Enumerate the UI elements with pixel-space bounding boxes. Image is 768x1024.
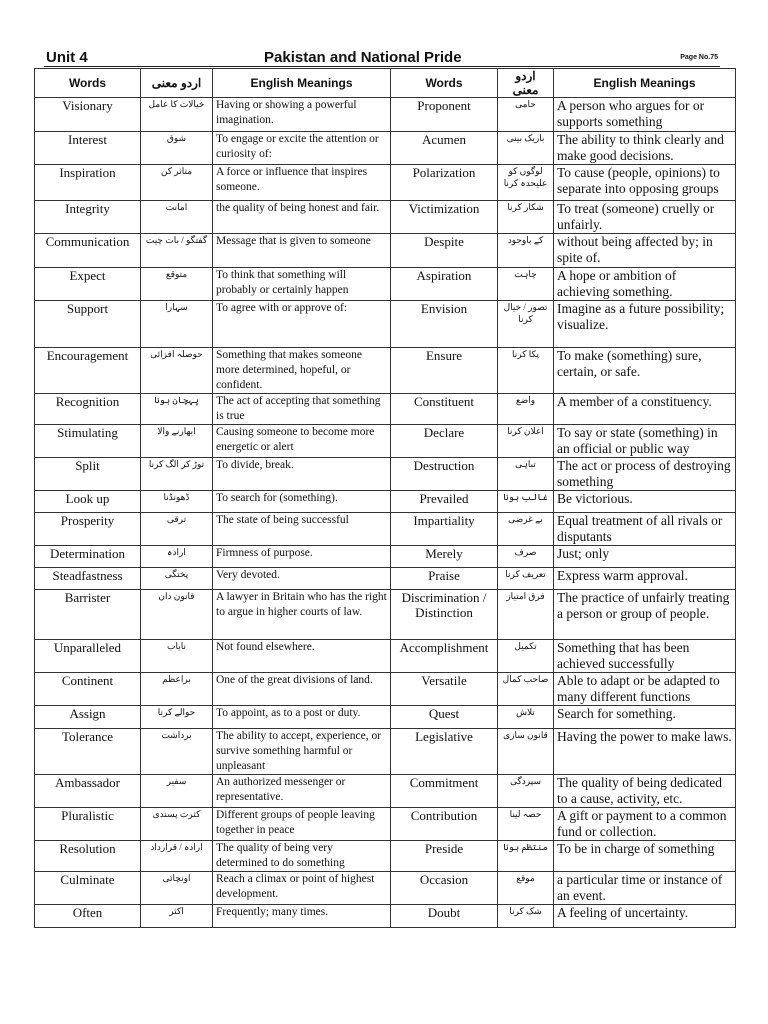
table-row [35, 165, 736, 201]
meaning-right: To be in charge of something [554, 841, 736, 872]
meaning-right: A hope or ambition of achieving something. [554, 268, 736, 301]
word-left: Support [35, 301, 141, 348]
urdu-right: پکا کرنا [498, 348, 554, 394]
urdu-left: حوالے کرنا [141, 706, 213, 729]
column-header: اردو معنی [498, 69, 554, 98]
meaning-left: The quality of being very determined to do something [213, 841, 391, 872]
word-left: Inspiration [35, 165, 141, 201]
unit-label: Unit 4 [46, 49, 88, 66]
word-left: Look up [35, 491, 141, 513]
urdu-left: متاثر کن [141, 165, 213, 201]
table-row [35, 706, 736, 729]
table-row [35, 348, 736, 394]
urdu-right: تکمیل [498, 640, 554, 673]
urdu-right: چاہت [498, 268, 554, 301]
word-right: Constituent [391, 394, 498, 425]
word-right: Occasion [391, 872, 498, 905]
word-left: Stimulating [35, 425, 141, 458]
table-row [35, 872, 736, 905]
meaning-right: Express warm approval. [554, 568, 736, 590]
word-right: Declare [391, 425, 498, 458]
word-left: Steadfastness [35, 568, 141, 590]
meaning-right: The practice of unfairly treating a person or group of people. [554, 590, 736, 640]
word-left: Split [35, 458, 141, 491]
meaning-right: Be victorious. [554, 491, 736, 513]
word-right: Acumen [391, 132, 498, 165]
urdu-right: شکار کرنا [498, 201, 554, 234]
table-row [35, 234, 736, 268]
word-left: Often [35, 905, 141, 928]
meaning-left: Causing someone to become more energetic or alert [213, 425, 391, 458]
word-right: Ensure [391, 348, 498, 394]
word-right: Accomplishment [391, 640, 498, 673]
meaning-right: Search for something. [554, 706, 736, 729]
meaning-right: A person who argues for or supports something [554, 98, 736, 132]
page-header [44, 48, 720, 68]
urdu-right: کے باوجود [498, 234, 554, 268]
meaning-left: Reach a climax or point of highest development. [213, 872, 391, 905]
meaning-right: A feeling of uncertainty. [554, 905, 736, 928]
meaning-right: without being affected by; in spite of. [554, 234, 736, 268]
urdu-left: ارادہ [141, 546, 213, 568]
word-right: Prevailed [391, 491, 498, 513]
page-number: Page No.75 [680, 54, 718, 61]
meaning-left: Firmness of purpose. [213, 546, 391, 568]
table-row [35, 394, 736, 425]
table-row [35, 201, 736, 234]
table-row [35, 841, 736, 872]
table-row [35, 568, 736, 590]
meaning-left: To divide, break. [213, 458, 391, 491]
urdu-right: حصہ لینا [498, 808, 554, 841]
urdu-left: قانون دان [141, 590, 213, 640]
meaning-left: To appoint, as to a post or duty. [213, 706, 391, 729]
page-title: Pakistan and National Pride [264, 49, 462, 66]
table-row [35, 458, 736, 491]
word-left: Assign [35, 706, 141, 729]
meaning-right: To treat (someone) cruelly or unfairly. [554, 201, 736, 234]
word-right: Preside [391, 841, 498, 872]
urdu-right: تعریف کرنا [498, 568, 554, 590]
meaning-right: To make (something) sure, certain, or safe. [554, 348, 736, 394]
word-left: Prosperity [35, 513, 141, 546]
word-right: Aspiration [391, 268, 498, 301]
table-row [35, 775, 736, 808]
meaning-right: Equal treatment of all rivals or disputants [554, 513, 736, 546]
meaning-left: To engage or excite the attention or curiosity of: [213, 132, 391, 165]
urdu-left: توڑ کر الگ کرنا [141, 458, 213, 491]
urdu-right: شک کرنا [498, 905, 554, 928]
meaning-left: A force or influence that inspires someone. [213, 165, 391, 201]
table-row [35, 268, 736, 301]
column-header: اردو معنی [141, 69, 213, 98]
word-right: Victimization [391, 201, 498, 234]
urdu-left: نایاب [141, 640, 213, 673]
urdu-right: موقع [498, 872, 554, 905]
urdu-right: صاحب کمال [498, 673, 554, 706]
table-row [35, 301, 736, 348]
table-row [35, 546, 736, 568]
word-right: Impartiality [391, 513, 498, 546]
table-row [35, 98, 736, 132]
word-right: Envision [391, 301, 498, 348]
urdu-right: فرق امتیاز [498, 590, 554, 640]
table-row [35, 673, 736, 706]
column-header: English Meanings [554, 69, 736, 98]
urdu-left: ڈھونڈنا [141, 491, 213, 513]
urdu-right: تلاش [498, 706, 554, 729]
meaning-left: To agree with or approve of: [213, 301, 391, 348]
word-left: Ambassador [35, 775, 141, 808]
meaning-right: The ability to think clearly and make good decisions. [554, 132, 736, 165]
word-left: Visionary [35, 98, 141, 132]
meaning-left: the quality of being honest and fair. [213, 201, 391, 234]
meaning-left: Having or showing a powerful imagination. [213, 98, 391, 132]
meaning-left: One of the great divisions of land. [213, 673, 391, 706]
urdu-right: حامی [498, 98, 554, 132]
word-right: Merely [391, 546, 498, 568]
meaning-left: The state of being successful [213, 513, 391, 546]
meaning-right: Just; only [554, 546, 736, 568]
meaning-left: Message that is given to someone [213, 234, 391, 268]
meaning-right: Able to adapt or be adapted to many different functions [554, 673, 736, 706]
urdu-right: سپردگی [498, 775, 554, 808]
urdu-left: ارادہ / قرارداد [141, 841, 213, 872]
urdu-left: متوقع [141, 268, 213, 301]
word-left: Integrity [35, 201, 141, 234]
meaning-left: The act of accepting that something is true [213, 394, 391, 425]
urdu-right: بے غرضی [498, 513, 554, 546]
table-row [35, 425, 736, 458]
column-header: Words [35, 69, 141, 98]
meaning-left: Very devoted. [213, 568, 391, 590]
meaning-right: The quality of being dedicated to a cause, activity, etc. [554, 775, 736, 808]
meaning-right: To say or state (something) in an official or public way [554, 425, 736, 458]
meaning-left: The ability to accept, experience, or survive something harmful or unpleasant [213, 729, 391, 775]
urdu-left: ترقی [141, 513, 213, 546]
urdu-left: شوق [141, 132, 213, 165]
word-left: Culminate [35, 872, 141, 905]
urdu-left: سفیر [141, 775, 213, 808]
meaning-left: An authorized messenger or representative. [213, 775, 391, 808]
urdu-left: خیالات کا عامل [141, 98, 213, 132]
table-row [35, 808, 736, 841]
word-left: Pluralistic [35, 808, 141, 841]
column-header: Words [391, 69, 498, 98]
urdu-left: اونچائی [141, 872, 213, 905]
word-left: Continent [35, 673, 141, 706]
word-left: Expect [35, 268, 141, 301]
word-right: Polarization [391, 165, 498, 201]
word-left: Tolerance [35, 729, 141, 775]
table-row [35, 132, 736, 165]
meaning-right: a particular time or instance of an event. [554, 872, 736, 905]
column-header: English Meanings [213, 69, 391, 98]
word-right: Despite [391, 234, 498, 268]
table-header-row [35, 69, 736, 98]
header-rule [44, 66, 720, 67]
meaning-left: Frequently; many times. [213, 905, 391, 928]
word-left: Recognition [35, 394, 141, 425]
table-row [35, 729, 736, 775]
table-row [35, 513, 736, 546]
word-right: Commitment [391, 775, 498, 808]
urdu-right: منتظم ہونا [498, 841, 554, 872]
word-left: Interest [35, 132, 141, 165]
urdu-right: تصور / خیال کرنا [498, 301, 554, 348]
word-left: Determination [35, 546, 141, 568]
word-right: Destruction [391, 458, 498, 491]
urdu-left: پختگی [141, 568, 213, 590]
meaning-right: Having the power to make laws. [554, 729, 736, 775]
table-row [35, 640, 736, 673]
word-left: Encouragement [35, 348, 141, 394]
vocabulary-table [34, 68, 736, 928]
urdu-right: لوگوں کو علیحدہ کرنا [498, 165, 554, 201]
word-right: Proponent [391, 98, 498, 132]
urdu-left: سہارا [141, 301, 213, 348]
urdu-right: غالب ہونا [498, 491, 554, 513]
table-row [35, 491, 736, 513]
meaning-right: A member of a constituency. [554, 394, 736, 425]
urdu-left: ابھارنے والا [141, 425, 213, 458]
meaning-left: Something that makes someone more determined, hopeful, or confident. [213, 348, 391, 394]
word-right: Legislative [391, 729, 498, 775]
table-row [35, 590, 736, 640]
meaning-left: Different groups of people leaving together in peace [213, 808, 391, 841]
table-row [35, 905, 736, 928]
word-left: Resolution [35, 841, 141, 872]
meaning-left: To search for (something). [213, 491, 391, 513]
word-left: Unparalleled [35, 640, 141, 673]
urdu-left: امانت [141, 201, 213, 234]
word-right: Versatile [391, 673, 498, 706]
word-right: Quest [391, 706, 498, 729]
meaning-right: A gift or payment to a common fund or collection. [554, 808, 736, 841]
urdu-right: قانون سازی [498, 729, 554, 775]
word-right: Discrimination / Distinction [391, 590, 498, 640]
urdu-left: برداشت [141, 729, 213, 775]
meaning-right: To cause (people, opinions) to separate into opposing groups [554, 165, 736, 201]
word-left: Communication [35, 234, 141, 268]
urdu-left: کثرت پسندی [141, 808, 213, 841]
urdu-left: پہچان ہونا [141, 394, 213, 425]
meaning-right: Something that has been achieved successfully [554, 640, 736, 673]
meaning-right: The act or process of destroying something [554, 458, 736, 491]
urdu-left: اکثر [141, 905, 213, 928]
meaning-right: Imagine as a future possibility; visualize. [554, 301, 736, 348]
urdu-left: براعظم [141, 673, 213, 706]
meaning-left: Not found elsewhere. [213, 640, 391, 673]
word-right: Contribution [391, 808, 498, 841]
urdu-right: صرف [498, 546, 554, 568]
urdu-left: گفتگو / بات چیت [141, 234, 213, 268]
urdu-left: حوصلہ افزائی [141, 348, 213, 394]
urdu-right: باریک بینی [498, 132, 554, 165]
word-right: Doubt [391, 905, 498, 928]
urdu-right: واضع [498, 394, 554, 425]
word-right: Praise [391, 568, 498, 590]
meaning-left: To think that something will probably or certainly happen [213, 268, 391, 301]
meaning-left: A lawyer in Britain who has the right to argue in higher courts of law. [213, 590, 391, 640]
word-left: Barrister [35, 590, 141, 640]
urdu-right: اعلان کرنا [498, 425, 554, 458]
urdu-right: تباہی [498, 458, 554, 491]
